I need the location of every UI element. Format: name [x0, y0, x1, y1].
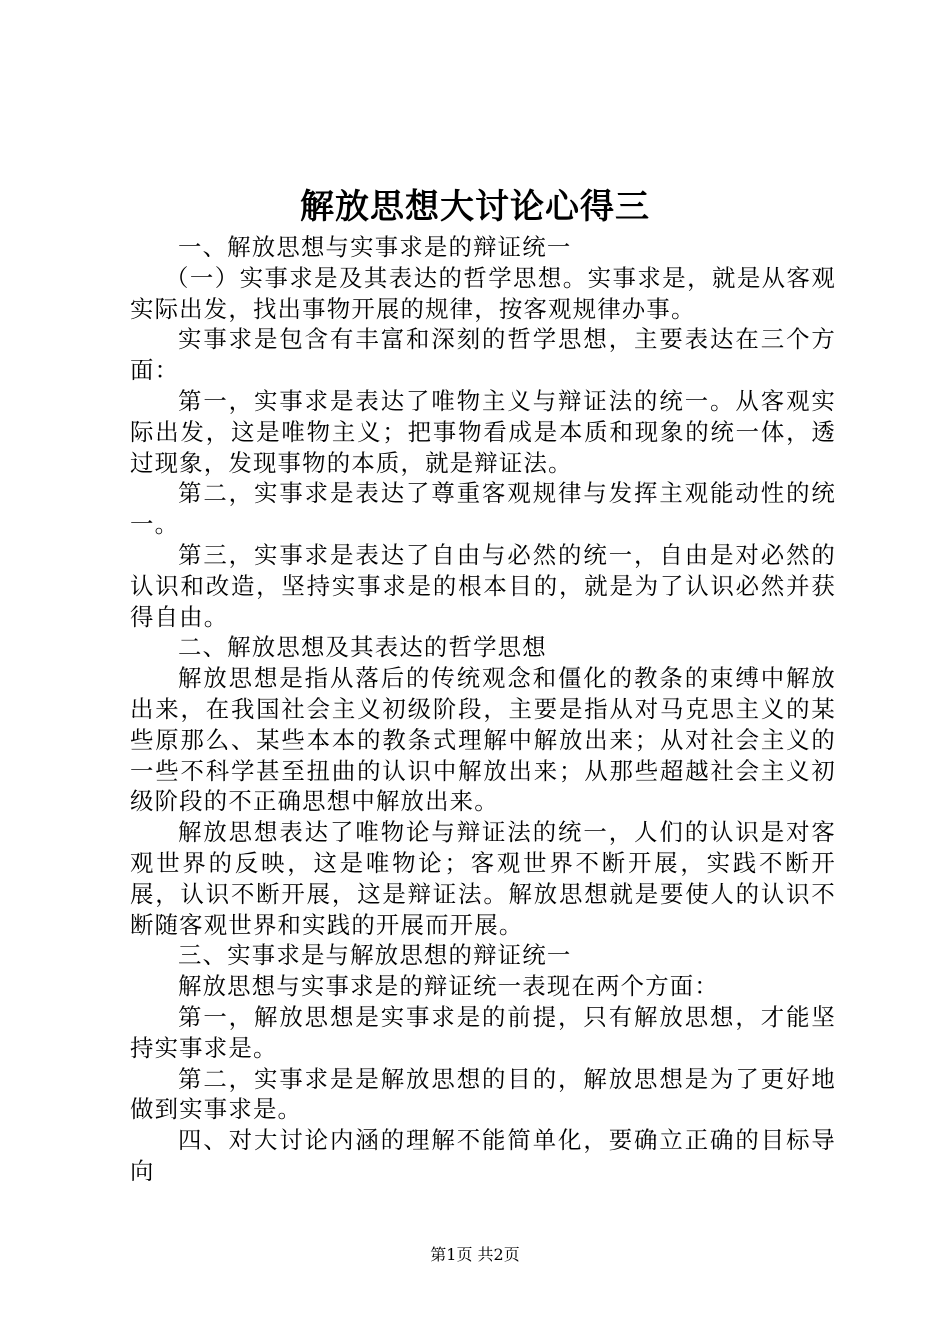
paragraph: 解放思想是指从落后的传统观念和僵化的教条的束缚中解放出来，在我国社会主义初级阶段，主要是指从对马克思主义的某些原那么、某些本本的教条式理解中解放出来；从对社会主义的一些不科学甚至扭曲的认识中解放出来；从那些超越社会主义初级阶段的不正确思想中解放出来。: [130, 664, 836, 816]
paragraph: 解放思想与实事求是的辩证统一表现在两个方面：: [178, 972, 719, 1001]
paragraph: 第二，实事求是是解放思想的目的，解放思想是为了更好地做到实事求是。: [130, 1064, 836, 1124]
paragraph: 第一，解放思想是实事求是的前提，只有解放思想，才能坚持实事求是。: [130, 1002, 836, 1062]
page-number: 第1页 共2页: [430, 1245, 520, 1264]
section-heading-4: 四、对大讨论内涵的理解不能简单化，要确立正确的目标导向: [130, 1126, 836, 1185]
paragraph: 第二，实事求是表达了尊重客观规律与发挥主观能动性的统一。: [130, 479, 836, 539]
document-title: 解放思想大讨论心得三: [300, 187, 650, 227]
paragraph: 实事求是包含有丰富和深刻的哲学思想，主要表达在三个方面：: [130, 325, 836, 385]
section-heading-1: 一、解放思想与实事求是的辩证统一: [178, 233, 572, 261]
document-body: [130, 232, 836, 1187]
paragraph: （一）实事求是及其表达的哲学思想。实事求是，就是从客观实际出发，找出事物开展的规律，按客观规律办事。: [130, 263, 836, 323]
paragraph: 第一，实事求是表达了唯物主义与辩证法的统一。从客观实际出发，这是唯物主义；把事物看成是本质和现象的统一体，透过现象，发现事物的本质，就是辩证法。: [130, 386, 836, 477]
paragraph: 解放思想表达了唯物论与辩证法的统一，人们的认识是对客观世界的反映，这是唯物论；客观世界不断开展，实践不断开展，认识不断开展，这是辩证法。解放思想就是要使人的认识不断随客观世界和实践的开展而开展。: [130, 818, 836, 939]
section-heading-2: 二、解放思想及其表达的哲学思想: [178, 633, 547, 662]
section-heading-3: 三、实事求是与解放思想的辩证统一: [178, 941, 572, 970]
paragraph: 第三，实事求是表达了自由与必然的统一，自由是对必然的认识和改造，坚持实事求是的根本目的，就是为了认识必然并获得自由。: [130, 540, 836, 631]
